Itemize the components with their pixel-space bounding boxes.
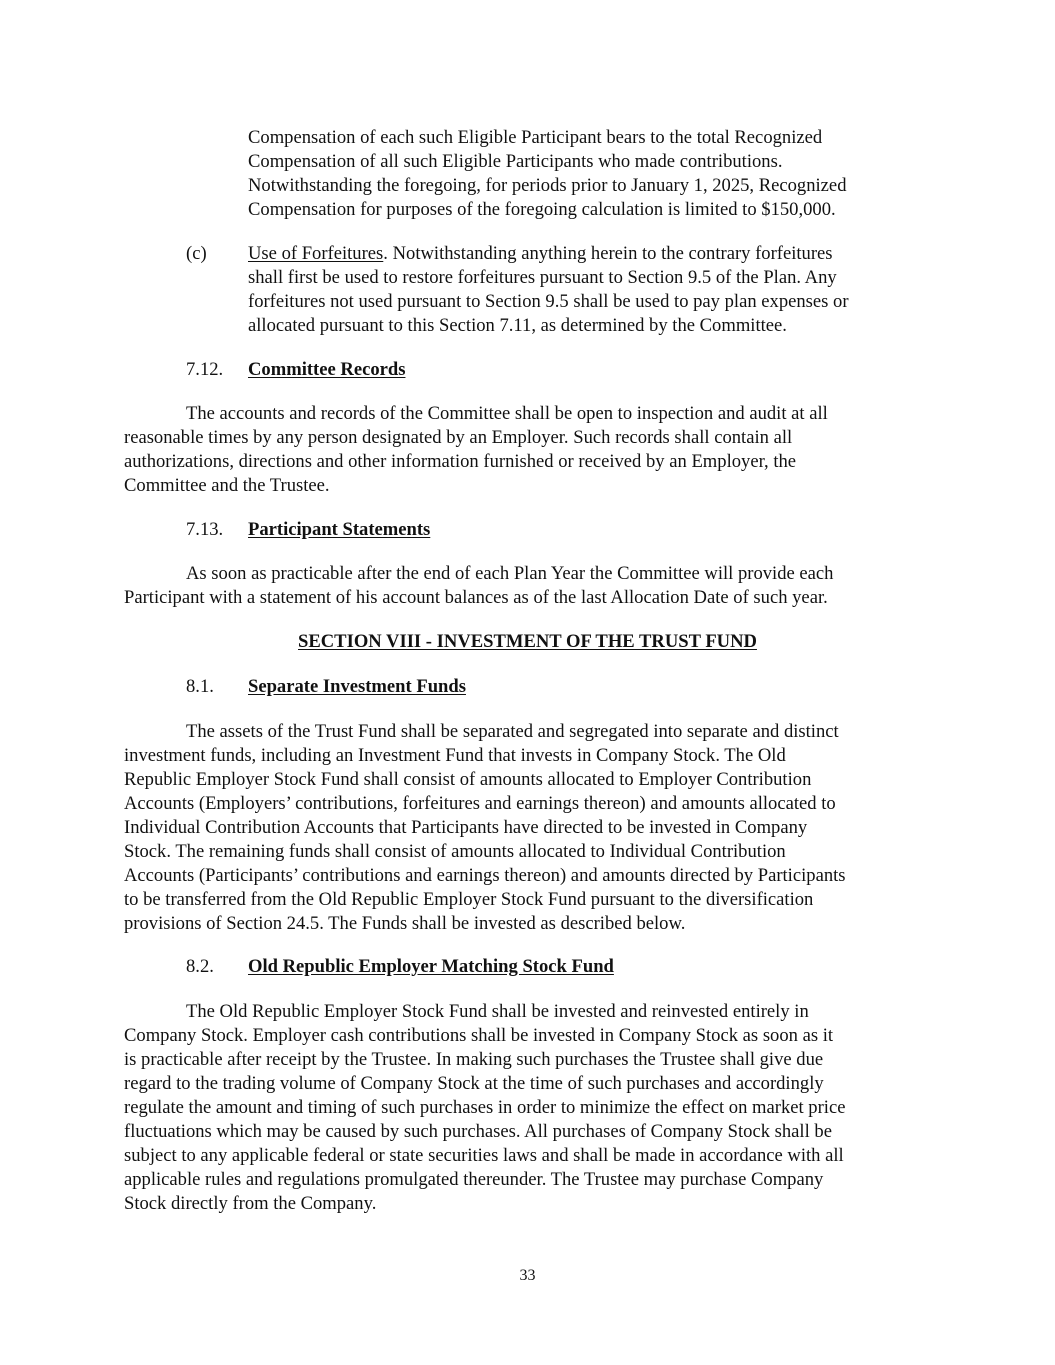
text-line: Participant with a statement of his account balances as of the last Allocation Date of such year. — [124, 587, 828, 608]
text-line: Individual Contribution Accounts that Participants have directed to be invested in Company — [124, 817, 808, 838]
text-line: Company Stock. Employer cash contributions shall be invested in Company Stock as soon as it — [124, 1025, 834, 1046]
text-line: Accounts (Employers’ contributions, forfeitures and earnings thereon) and amounts allocated to — [124, 793, 836, 814]
text-line: subject to any applicable federal or state securities laws and shall be made in accordance with all — [124, 1145, 844, 1166]
text-line: is practicable after receipt by the Trustee. In making such purchases the Trustee shall give due — [124, 1049, 824, 1070]
section-heading: SECTION VIII - INVESTMENT OF THE TRUST FUND — [298, 631, 757, 652]
section-title: Committee Records — [248, 359, 406, 380]
item-marker: (c) — [186, 243, 207, 264]
text-line: regard to the trading volume of Company Stock at the time of such purchases and accordingly — [124, 1073, 824, 1094]
text-line: authorizations, directions and other information furnished or received by an Employer, the — [124, 451, 797, 472]
item-text: . Notwithstanding anything herein to the contrary forfeitures — [383, 243, 833, 264]
text-line: Stock. The remaining funds shall consist of amounts allocated to Individual Contribution — [124, 841, 786, 862]
item-heading: Use of Forfeitures — [248, 243, 384, 264]
text-line: The assets of the Trust Fund shall be separated and segregated into separate and distinct — [186, 721, 839, 742]
section-number: 8.1. — [186, 676, 214, 697]
section-title: Old Republic Employer Matching Stock Fund — [248, 956, 614, 977]
text-line: investment funds, including an Investment Fund that invests in Company Stock. The Old — [124, 745, 786, 766]
text-line: Accounts (Participants’ contributions and earnings thereon) and amounts directed by Participants — [124, 865, 846, 886]
page-number: 33 — [519, 1267, 536, 1284]
text-line: Committee and the Trustee. — [124, 475, 330, 496]
section-title: Participant Statements — [248, 519, 431, 540]
text-line: As soon as practicable after the end of each Plan Year the Committee will provide each — [186, 563, 834, 584]
text-line: provisions of Section 24.5. The Funds shall be invested as described below. — [124, 913, 686, 934]
text-line: Republic Employer Stock Fund shall consist of amounts allocated to Employer Contribution — [124, 769, 812, 790]
text-line: Notwithstanding the foregoing, for periods prior to January 1, 2025, Recognized — [248, 175, 847, 196]
text-line: Stock directly from the Company. — [124, 1193, 377, 1214]
text-line: regulate the amount and timing of such purchases in order to minimize the effect on market price — [124, 1097, 846, 1118]
text-line: applicable rules and regulations promulgated thereunder. The Trustee may purchase Company — [124, 1169, 824, 1190]
text-line: The accounts and records of the Committee shall be open to inspection and audit at all — [186, 403, 828, 424]
text-line: reasonable times by any person designated by an Employer. Such records shall contain all — [124, 427, 793, 448]
text-line: forfeitures not used pursuant to Section 9.5 shall be used to pay plan expenses or — [248, 291, 849, 312]
text-line: shall first be used to restore forfeitures pursuant to Section 9.5 of the Plan. Any — [248, 267, 837, 288]
text-line: Compensation of all such Eligible Participants who made contributions. — [248, 151, 783, 172]
text-line: fluctuations which may be caused by such purchases. All purchases of Company Stock shall be — [124, 1121, 832, 1142]
text-line: The Old Republic Employer Stock Fund shall be invested and reinvested entirely in — [186, 1001, 809, 1022]
text-line — [248, 242, 833, 266]
text-line: Compensation for purposes of the foregoing calculation is limited to $150,000. — [248, 199, 836, 220]
section-title: Separate Investment Funds — [248, 676, 466, 697]
section-number: 7.12. — [186, 359, 224, 380]
text-line: allocated pursuant to this Section 7.11, as determined by the Committee. — [248, 315, 787, 336]
text-line: Compensation of each such Eligible Participant bears to the total Recognized — [248, 127, 823, 148]
section-number: 7.13. — [186, 519, 224, 540]
section-number: 8.2. — [186, 956, 214, 977]
text-line: to be transferred from the Old Republic Employer Stock Fund pursuant to the diversification — [124, 889, 814, 910]
